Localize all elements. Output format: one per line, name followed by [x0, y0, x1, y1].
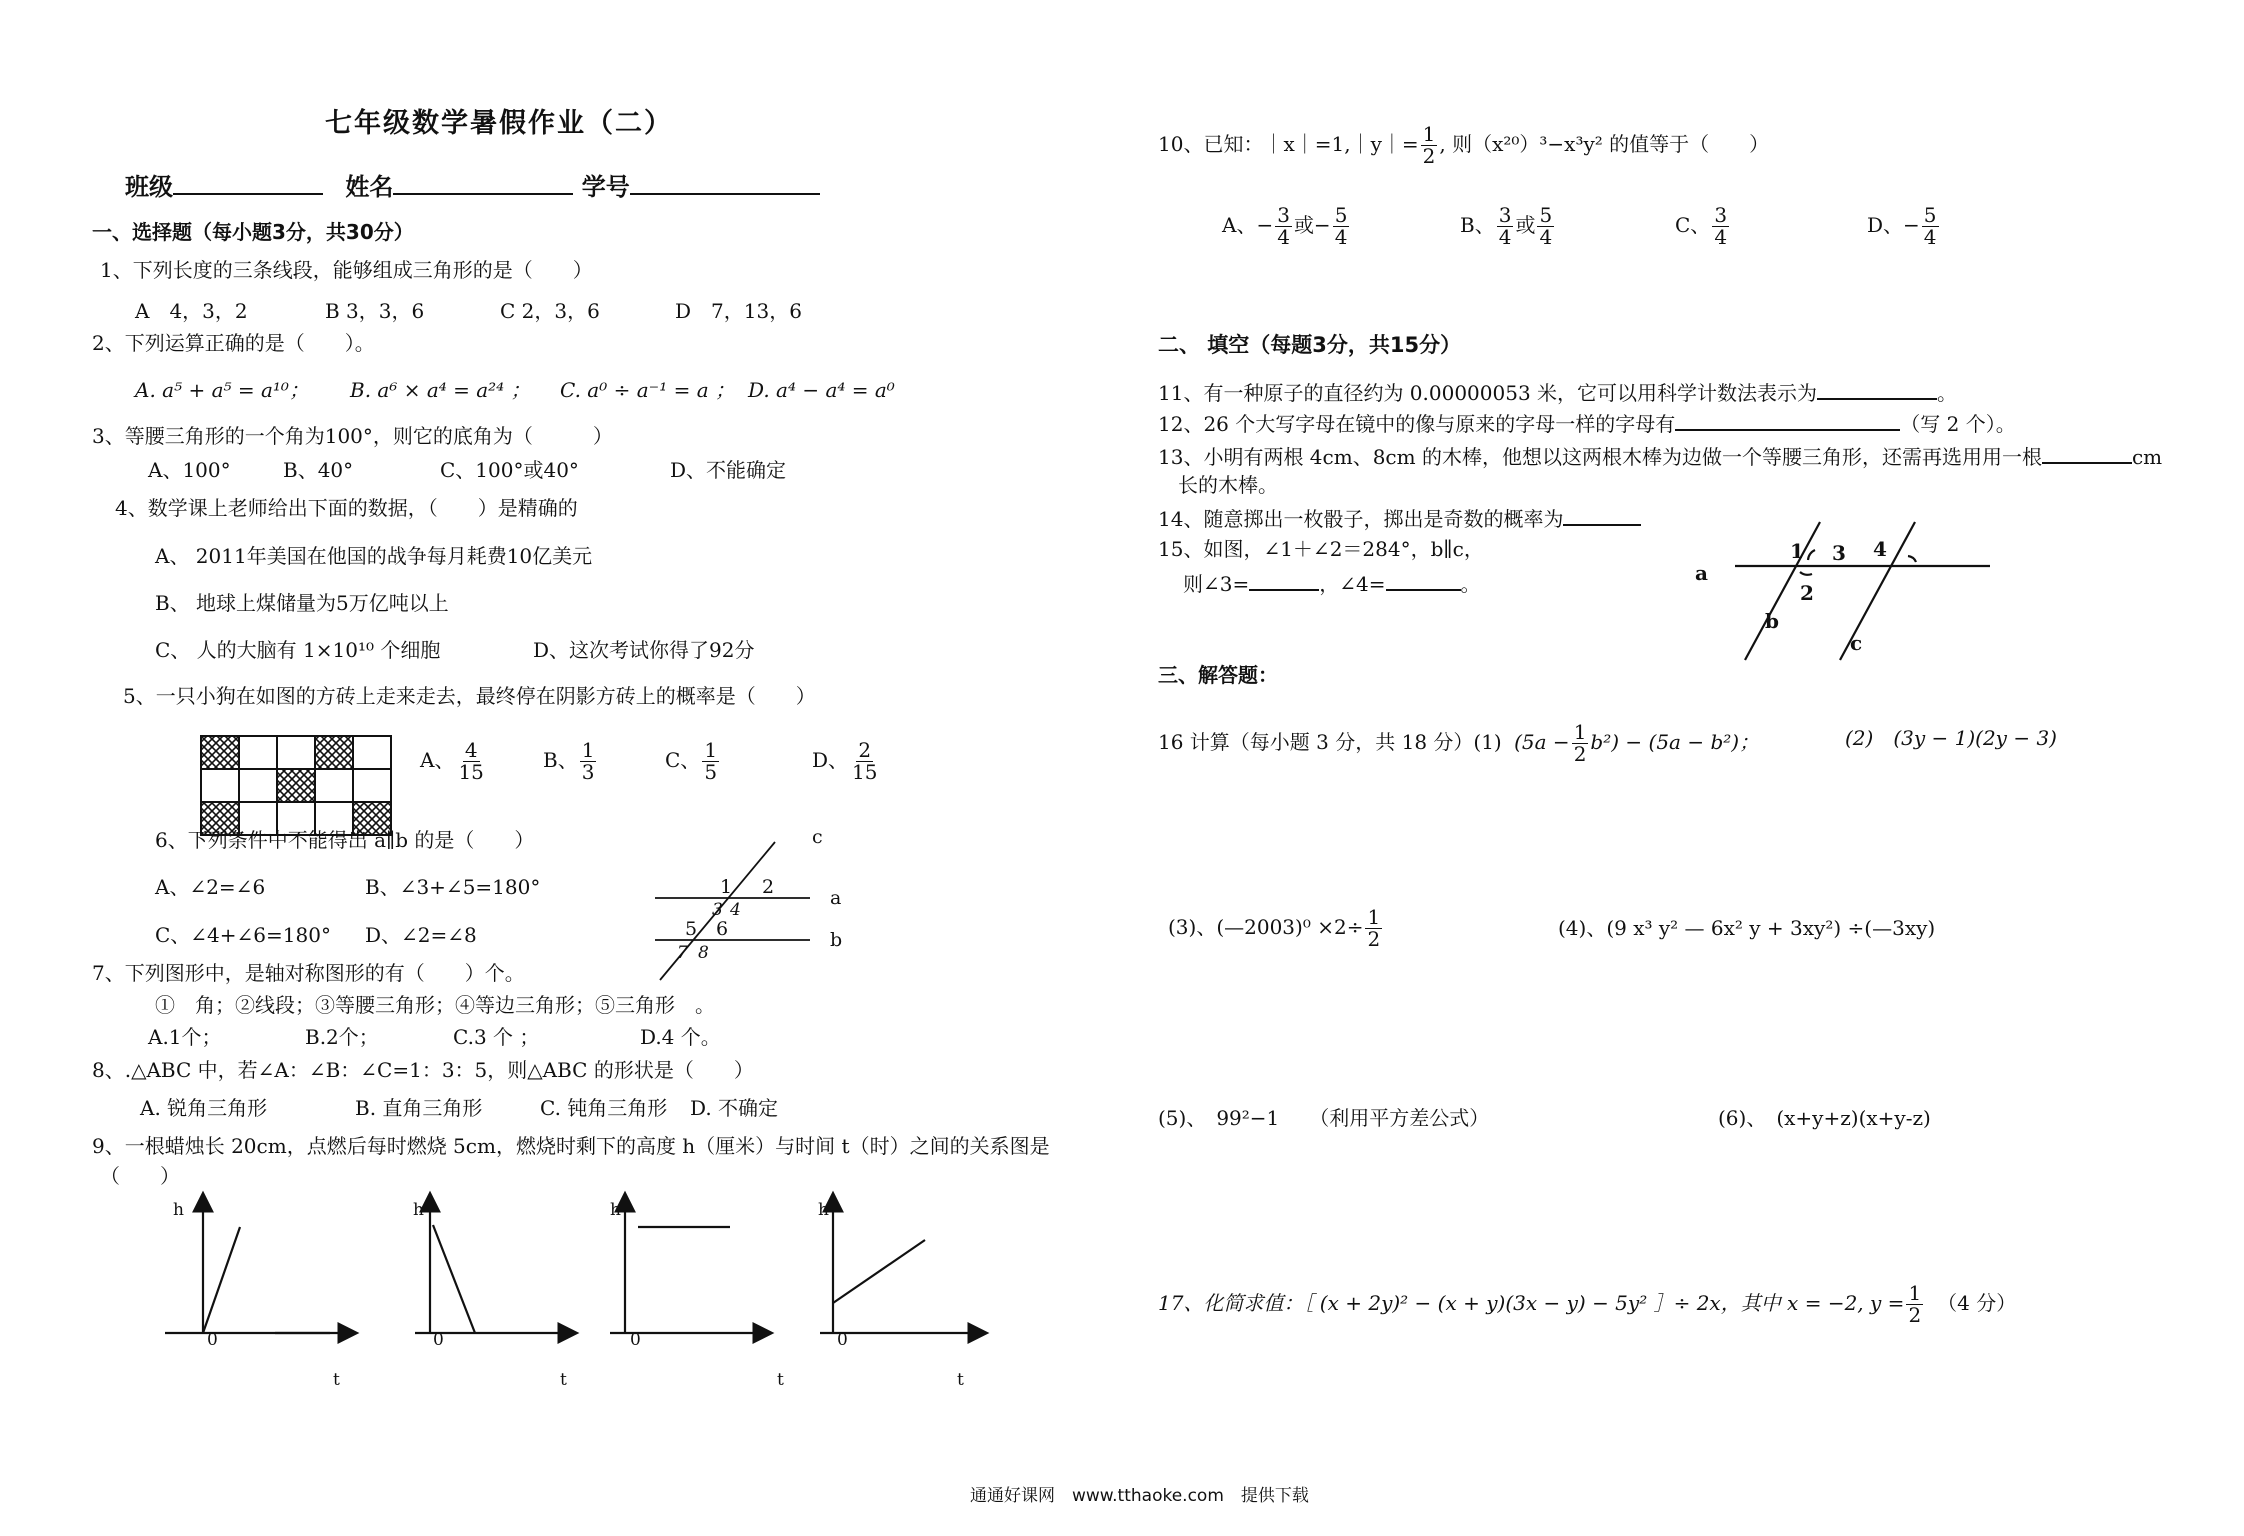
- q4-option-d: D、这次考试你得了92分: [533, 638, 755, 662]
- section2-heading: 二、 填空（每题3分，共15分）: [1158, 333, 1462, 357]
- label-b: b: [830, 929, 843, 951]
- header-fields: [125, 175, 820, 199]
- angle-1: 1: [1790, 539, 1804, 563]
- q1-option-d: D 7，13，6: [675, 299, 802, 323]
- graph-a: [165, 1195, 355, 1333]
- q6-option-a: A、∠2=∠6: [155, 875, 266, 899]
- label-b: b: [1765, 609, 1779, 633]
- angle-3: 3: [712, 900, 723, 920]
- arc-2: [1800, 572, 1812, 575]
- q15: 15、如图，∠1＋∠2＝284°，b∥c，: [1158, 537, 1484, 561]
- q16-part5: (5)、 99²−1 （利用平方差公式）: [1158, 1106, 1490, 1130]
- q3-stem: 3、等腰三角形的一个角为100°，则它的底角为（ ）: [92, 424, 613, 448]
- q10-option-a: A、− $\frac{3}{4}$ 或− $\frac{5}{4}$: [1222, 203, 1348, 249]
- q15-figure: [1690, 510, 2010, 670]
- origin: 0: [630, 1330, 641, 1350]
- q2-option-b: B. a⁶ × a⁴ = a²⁴ ；: [350, 378, 531, 402]
- q15-line2: 则∠3= ，∠4= 。: [1183, 572, 1481, 596]
- q1-stem: 1、下列长度的三条线段，能够组成三角形的是（ ）: [100, 258, 593, 282]
- graph-d: [820, 1195, 985, 1333]
- label-a: a: [1695, 561, 1708, 585]
- angle-1: 1: [720, 876, 733, 898]
- q10-option-c: C、 $\frac{3}{4}$: [1675, 203, 1728, 249]
- q17: 17、化简求值：［ (x + 2y)² − (x + y)(3x − y) − 5y² ］÷ 2x，其中 x = −2, y = $\frac{1}{2}$ （4 分）: [1158, 1281, 2017, 1327]
- q12-blank: [1675, 411, 1900, 431]
- q15-blank-3: [1249, 571, 1319, 591]
- q9-stem: 9、一根蜡烛长 20cm，点燃后每时燃烧 5cm，燃烧时剩下的高度 h（厘米）与时间 t（时）之间的关系图是: [92, 1134, 1050, 1158]
- q7-stem: 7、下列图形中，是轴对称图形的有（ ）个。: [92, 961, 525, 985]
- q3-option-b: B、40°: [283, 458, 354, 482]
- q3-option-c: C、100°或40°: [440, 458, 579, 482]
- label-c: c: [812, 826, 823, 848]
- q11-blank: [1817, 380, 1937, 400]
- shaded-tile: [201, 736, 239, 769]
- arc-1: [1808, 550, 1815, 560]
- section1-heading: 一、选择题（每小题3分，共30分）: [92, 220, 414, 244]
- section3-heading: 三、解答题：: [1158, 663, 1278, 687]
- q3-option-d: D、不能确定: [670, 458, 787, 482]
- class-blank: [173, 175, 323, 195]
- q2-option-d: D. a⁴ − a⁴ = a⁰: [748, 378, 895, 402]
- axis-h: h: [173, 1200, 184, 1220]
- footer-credit: 通通好课网 www.tthaoke.com 提供下载: [970, 1486, 1309, 1506]
- q5-option-d: D、 $\frac{2}{15}$: [812, 738, 878, 784]
- axis-t: t: [777, 1370, 784, 1390]
- q5-option-b: B、 $\frac{1}{3}$: [543, 738, 595, 784]
- q4-option-c: C、 人的大脑有 1×10¹⁰ 个细胞: [155, 638, 441, 662]
- q4-option-a: A、 2011年美国在他国的战争每月耗费10亿美元: [155, 544, 593, 568]
- q13-line2: 长的木棒。: [1178, 473, 1278, 497]
- q13-blank: [2042, 444, 2132, 464]
- q2-option-c: C. a⁰ ÷ a⁻¹ = a ；: [560, 378, 735, 402]
- q8-stem: 8、.△ABC 中，若∠A：∠B：∠C=1：3：5，则△ABC 的形状是（ ）: [92, 1058, 754, 1082]
- q6-option-d: D、∠2=∠8: [365, 923, 477, 947]
- q4-stem: 4、数学课上老师给出下面的数据，（ ）是精确的: [115, 496, 578, 520]
- q7-option-d: D.4 个。: [640, 1025, 721, 1049]
- q9-graph-options: [155, 1185, 1135, 1395]
- name-label: 姓名: [345, 173, 394, 201]
- origin: 0: [433, 1330, 444, 1350]
- angle-2: 2: [1800, 581, 1814, 605]
- tile-grid-figure: [200, 735, 392, 837]
- q8-option-c: C. 钝角三角形: [540, 1096, 668, 1120]
- angle-2: 2: [762, 876, 775, 898]
- q8-option-d: D. 不确定: [690, 1096, 779, 1120]
- q10-option-d: D、− $\frac{5}{4}$: [1867, 203, 1937, 249]
- id-blank: [630, 175, 820, 195]
- q14: 14、随意掷出一枚骰子，掷出是奇数的概率为: [1158, 506, 1641, 529]
- q3-option-a: A、100°: [148, 458, 231, 482]
- q4-option-b: B、 地球上煤储量为5万亿吨以上: [155, 591, 449, 615]
- axis-h: h: [818, 1200, 829, 1220]
- angle-5: 5: [685, 918, 698, 940]
- q16-part1: 16 计算（每小题 3 分，共 18 分）(1) (5a − $\frac{1}{2}$ b²) − (5a − b²)；: [1158, 720, 1760, 766]
- angle-4: 4: [1873, 537, 1887, 561]
- q6-option-b: B、∠3+∠5=180°: [365, 875, 541, 899]
- label-a: a: [830, 887, 842, 909]
- q16-part2: (2) (3y − 1)(2y − 3): [1845, 726, 2057, 750]
- origin: 0: [207, 1330, 218, 1350]
- q16-part4: (4)、(9 x³ y² — 6x² y + 3xy²) ÷(—3xy): [1558, 916, 1936, 940]
- q7-option-b: B.2个；: [305, 1025, 379, 1049]
- q6-stem: 6、下列条件中不能得出 a∥b 的是（ ）: [155, 828, 535, 852]
- page-title: 七年级数学暑假作业（二）: [325, 108, 673, 139]
- angle-3: 3: [1832, 541, 1846, 565]
- graph-c: [610, 1195, 770, 1333]
- shaded-tile: [315, 736, 353, 769]
- q7-items: ① 角；②线段；③等腰三角形；④等边三角形；⑤三角形 。: [155, 993, 715, 1017]
- angle-7: 7: [677, 943, 688, 963]
- q7-option-a: A.1个；: [148, 1025, 222, 1049]
- q2-option-a: A. a⁵ + a⁵ = a¹⁰；: [135, 378, 309, 402]
- axis-t: t: [957, 1370, 964, 1390]
- q11: 11、有一种原子的直径约为 0.00000053 米，它可以用科学计数法表示为 。: [1158, 381, 1958, 405]
- axis-t: t: [333, 1370, 340, 1390]
- class-label: 班级: [125, 173, 173, 201]
- q1-option-c: C 2，3，6: [500, 299, 600, 323]
- q1-option-a: A 4，3，2: [135, 299, 248, 323]
- q1-option-b: B 3，3，6: [325, 299, 425, 323]
- parallel-lines-figure: [630, 826, 850, 990]
- q2-stem: 2、下列运算正确的是（ ）。: [92, 331, 375, 355]
- q15-blank-4: [1386, 571, 1461, 591]
- arc-4: [1908, 556, 1916, 562]
- q16-part6: (6)、 (x+y+z)(x+y-z): [1718, 1106, 1931, 1130]
- q10-option-b: B、 $\frac{3}{4}$ 或 $\frac{5}{4}$: [1460, 203, 1553, 249]
- label-c: c: [1850, 631, 1863, 655]
- q16-part3: (3)、(—2003)⁰ ×2÷ $\frac{1}{2}$: [1168, 905, 1381, 951]
- name-blank: [393, 175, 573, 195]
- axis-h: h: [610, 1200, 621, 1220]
- q14-blank: [1563, 506, 1641, 526]
- origin: 0: [837, 1330, 848, 1350]
- angle-8: 8: [698, 943, 709, 963]
- q8-option-a: A. 锐角三角形: [140, 1096, 268, 1120]
- q5-option-a: A、 $\frac{4}{15}$: [420, 738, 484, 784]
- q7-option-c: C.3 个 ；: [453, 1025, 540, 1049]
- q5-option-c: C、 $\frac{1}{5}$: [665, 738, 718, 784]
- axis-t: t: [560, 1370, 567, 1390]
- q13: 13、小明有两根 4cm、8cm 的木棒，他想以这两根木棒为边做一个等腰三角形，还需再选用用一根 cm: [1158, 445, 2163, 469]
- q10-stem: 10、已知：｜x｜=1,｜y｜= $\frac{1}{2}$ , 则（x²⁰）³−x³y² 的值等于（ ）: [1158, 122, 1770, 168]
- shaded-tile: [277, 769, 315, 802]
- q6-option-c: C、∠4+∠6=180°: [155, 923, 331, 947]
- angle-4: 4: [730, 900, 741, 920]
- angle-6: 6: [716, 918, 729, 940]
- graph-b: [415, 1195, 575, 1333]
- id-label: 学号: [581, 173, 630, 201]
- q5-stem: 5、一只小狗在如图的方砖上走来走去，最终停在阴影方砖上的概率是（ ）: [123, 684, 816, 708]
- axis-h: h: [413, 1200, 424, 1220]
- q12: 12、26 个大写字母在镜中的像与原来的字母一样的字母有 （写 2 个）。: [1158, 412, 2016, 436]
- q9-stem-2: （ ）: [100, 1164, 180, 1188]
- q8-option-b: B. 直角三角形: [355, 1096, 483, 1120]
